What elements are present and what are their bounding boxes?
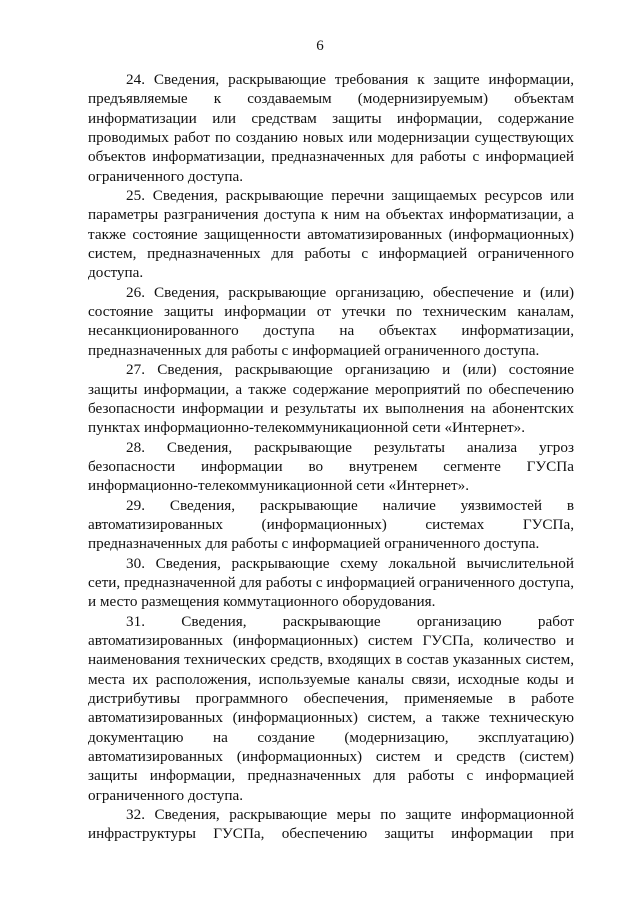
paragraph-26: 26. Сведения, раскрывающие организацию, обеспечение и (или) состояние защиты информации от утечки по техническим каналам, несанкционированного доступа на объектах информатизации, предназначенных для работы с информацией ограниченного доступа. [88,283,574,359]
paragraph-25: 25. Сведения, раскрывающие перечни защищаемых ресурсов или параметры разграничения доступа к ним на объектах информатизации, а также состояние защищенности автоматизированных (информационных) систем, предназначенных для работы с информацией ограниченного доступа. [88,187,574,282]
paragraph-32: 32. Сведения, раскрывающие меры по защите информационной инфраструктуры ГУСПа, обеспечению защиты информации при [88,806,574,843]
paragraph-24: 24. Сведения, раскрывающие требования к защите информации, предъявляемые к создаваемым (модернизируемым) объектам информатизации или средствам защиты информации, содержание проводимых работ по созданию новых или модернизации существующих объектов информатизации, предназначенных для работы с информацией ограниченного доступа. [88,71,574,185]
paragraph-28: 28. Сведения, раскрывающие результаты анализа угроз безопасности информации во внутренем сегменте ГУСПа информационно-телекоммуникационной сети «Интернет». [88,438,574,495]
paragraph-30: 30. Сведения, раскрывающие схему локальной вычислительной сети, предназначенной для работы с информацией ограниченного доступа, и место размещения коммутационного оборудования. [88,554,574,611]
paragraph-27: 27. Сведения, раскрывающие организацию и (или) состояние защиты информации, а также содержание мероприятий по обеспечению безопасности информации и результаты их выполнения на абонентских пунктах информационно-телекоммуникационной сети «Интернет». [88,361,574,437]
paragraph-31: 31. Сведения, раскрывающие организацию работ автоматизированных (информационных) систем ГУСПа, количество и наименования технических средств, входящих в состав указанных систем, места их расположения, используемые каналы связи, исходные коды и дистрибутивы программного обеспечения, применяемые в работе автоматизированных (информационных) систем, а также техническую документацию на создание (модернизацию, эксплуатацию) автоматизированных (информационных) систем и средств (систем) защиты информации, предназначенных для работы с информацией ограниченного доступа. [88,612,574,804]
page-number: 6 [316,38,324,54]
paragraph-29: 29. Сведения, раскрывающие наличие уязвимостей в автоматизированных (информационных) системах ГУСПа, предназначенных для работы с информацией ограниченного доступа. [88,496,574,553]
document-body [88,70,574,844]
